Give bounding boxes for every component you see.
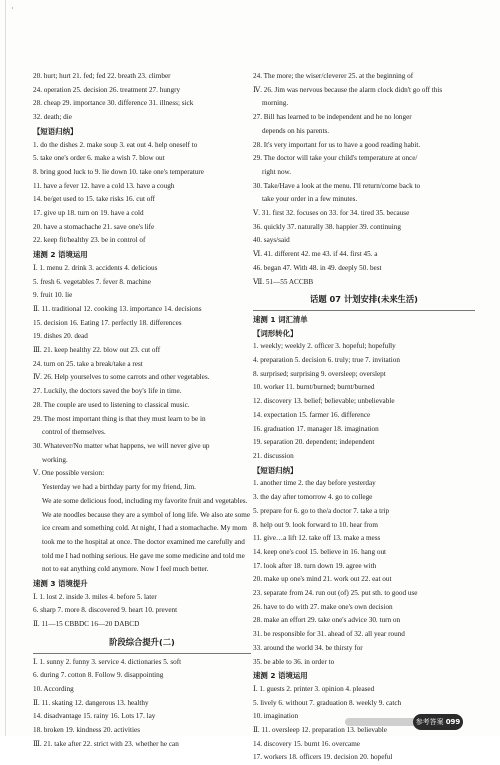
answer-line: 11. have a fever 12. have a cold 13. have a cough xyxy=(33,181,175,190)
answer-line: 36. quickly 37. naturally 38. happier 39. continuing xyxy=(253,222,401,231)
section-heading: 【短语归纳】 xyxy=(253,465,298,475)
answer-line: 20. make up one's mind 21. work out 22. eat out xyxy=(253,575,392,584)
answer-line: 28. make an effort 29. take one's advice 30. turn on xyxy=(253,616,401,625)
answer-line: Ⅰ. 1. lost 2. inside 3. miles 4. before 5. later xyxy=(33,592,157,601)
answer-line: Ⅱ. 11—15 CBBDC 16—20 DABCD xyxy=(33,620,140,629)
answer-line: 1. do the dishes 2. make soup 3. eat out 4. help oneself to xyxy=(33,140,198,149)
answer-line: 29. The most important thing is that they must learn to be in xyxy=(33,414,206,423)
answer-line: 19. separation 20. dependent; independent xyxy=(253,438,375,447)
answer-line: 30. Whatever/No matter what happens, we will never give up xyxy=(33,441,210,450)
answer-line: depends on his parents. xyxy=(262,126,330,135)
answer-line: 10. worker 11. burnt/burned; burnt/burned xyxy=(253,383,375,392)
answer-line: 17. look after 18. turn down 19. agree with xyxy=(253,561,377,570)
page-number: 099 xyxy=(445,718,461,726)
section-heading: 速测 2 语境运用 xyxy=(253,671,308,681)
answer-line: Ⅲ. 21. take after 22. strict with 23. whether he can xyxy=(33,739,179,748)
answer-line: 24. The more; the wiser/cleverer 25. at the beginning of xyxy=(253,72,414,80)
answer-line: 18. broken 19. kindness 20. activities xyxy=(33,726,140,735)
answer-line: 16. graduation 17. manager 18. imagination xyxy=(253,424,379,433)
answer-line: 10. imagination xyxy=(253,712,299,721)
answer-line: Ⅶ. 51—55 ACCBB xyxy=(253,277,314,286)
answer-line: Ⅴ. One possible version: xyxy=(33,469,105,478)
answer-line: right now. xyxy=(262,167,292,176)
answer-line: 26. have to do with 27. make one's own decision xyxy=(253,602,393,611)
answer-line: 28. cheap 29. importance 30. difference 31. illness; sick xyxy=(33,99,194,108)
answer-line: 3. the day after tomorrow 4. go to college xyxy=(253,493,373,502)
answer-line: 1. another time 2. the day before yesterday xyxy=(253,479,376,488)
answer-line: Ⅵ. 41. different 42. me 43. if 44. first 45. a xyxy=(253,250,378,259)
answer-line: 8. bring good luck to 9. lie down 10. take one's temperature xyxy=(33,167,204,176)
answer-line: 14. disadvantage 15. rainy 16. Lots 17. lay xyxy=(33,712,156,721)
answer-line: 20. have a stomachache 21. save one's life xyxy=(33,222,155,231)
answer-line: 5. take one's order 6. make a wish 7. blow out xyxy=(33,154,165,163)
chapter-rule xyxy=(33,653,251,654)
answer-line: 9. fruit 10. lie xyxy=(33,291,73,300)
answer-line: 27. Bill has learned to be independent and he no longer xyxy=(253,113,412,122)
answer-line: 28. The couple are used to listening to classical music. xyxy=(33,400,190,409)
answer-line: working. xyxy=(42,455,68,464)
answer-line: 6. sharp 7. more 8. discovered 9. heart 10. prevent xyxy=(33,606,178,615)
answer-line: 31. be responsible for 31. ahead of 32. all year round xyxy=(253,630,405,639)
footer-label: 参考答案 xyxy=(415,718,444,726)
answer-line: 5. prepare for 6. go to the/a doctor 7. take a trip xyxy=(253,506,390,515)
answer-line: Yesterday we had a birthday party for my friend, Jim. xyxy=(42,483,196,492)
answer-line: 14. keep one's cool 15. believe in 16. hang out xyxy=(253,547,387,556)
essay-paragraph: We ate some delicious food, including my favorite fruit and vegetables. We ate noodles because they are a symbol of long life. We also ate some ice cream and something cold. At night, I had a stomachache. My mom took me to the hospital at once. The doctor examined me carefully and told me I had nothing serious. He gave me some medicine and told me not to eat anything cold anymore. Now I feel much better. xyxy=(42,496,251,574)
corner-mark: · xyxy=(11,4,14,13)
answer-line: 8. surprised; surprising 9. oversleep; overslept xyxy=(253,369,386,378)
answer-line: 29. The doctor will take your child's temperature at once/ xyxy=(253,154,418,163)
page-footer xyxy=(345,714,465,730)
answer-line: 30. Take/Have a look at the menu. I'll return/come back to xyxy=(253,181,421,190)
answer-line: Ⅳ. 26. Jim was nervous because the alarm clock didn't go off this xyxy=(253,85,443,94)
answer-line: 35. be able to 36. in order to xyxy=(253,657,335,666)
answer-line: Ⅰ. 1. menu 2. drink 3. accidents 4. delicious xyxy=(33,263,158,272)
section-heading: 速测 2 语境运用 xyxy=(33,250,88,260)
answer-line: 32. death; die xyxy=(33,113,72,122)
answer-line: Ⅴ. 31. first 32. focuses on 33. for 34. tired 35. because xyxy=(253,209,410,218)
section-heading: 速测 3 语境提升 xyxy=(33,579,88,589)
answer-line: Ⅳ. 26. Help yourselves to some carrots and other vegetables. xyxy=(33,373,210,382)
answer-line: 19. dishes 20. dead xyxy=(33,332,88,341)
answer-line: 15. decision 16. Eating 17. perfectly 18. differences xyxy=(33,318,182,327)
answer-line: 23. separate from 24. run out (of) 25. put sth. to good use xyxy=(253,589,418,598)
chapter-heading: 话题 07 计划安排(未来生活) xyxy=(310,294,418,305)
answer-line: 8. help out 9. look forward to 10. hear from xyxy=(253,520,378,529)
right-column xyxy=(253,70,475,765)
answer-line: 24. operation 25. decision 26. treatment 27. hungry xyxy=(33,85,181,94)
chapter-heading: 阶段综合提升(二) xyxy=(109,636,175,647)
answer-line: 6. during 7. cotton 8. Follow 9. disappointing xyxy=(33,671,164,680)
answer-line: 20. hurt; hurt 21. fed; fed 22. breath 23. climber xyxy=(33,72,171,80)
answer-line: 11. give…a lift 12. take off 13. make a mess xyxy=(253,534,381,543)
answer-line: 12. discovery 13. belief; believable; unbelievable xyxy=(253,397,395,406)
answer-line: control of themselves. xyxy=(42,428,106,437)
answer-line: 27. Luckily, the doctors saved the boy's life in time. xyxy=(33,387,182,396)
answer-line: Ⅱ. 11. oversleep 12. preparation 13. believable xyxy=(253,726,387,735)
answer-line: 33. around the world 34. be thirsty for xyxy=(253,643,363,652)
answer-line: 17. workers 18. officers 19. decision 20. hopeful xyxy=(253,753,393,762)
answer-line: 24. turn on 25. take a break/take a rest xyxy=(33,359,143,368)
answer-line: 10. According xyxy=(33,684,74,693)
answer-line: 46. began 47. With 48. in 49. deeply 50. best xyxy=(253,263,382,272)
answer-line: 14. discovery 15. burnt 16. overcame xyxy=(253,739,360,748)
answer-line: Ⅰ. 1. guests 2. printer 3. opinion 4. pleased xyxy=(253,684,375,693)
section-heading: 【短语归纳】 xyxy=(33,126,78,136)
answer-line: 22. keep fit/healthy 23. be in control of xyxy=(33,236,146,245)
answer-line: 14. expectation 15. farmer 16. difference xyxy=(253,410,371,419)
answer-line: 5. fresh 6. vegetables 7. fever 8. machine xyxy=(33,277,151,286)
section-heading: 速测 1 词汇清单 xyxy=(253,314,308,324)
footer-badge xyxy=(413,714,463,730)
answer-line: Ⅱ. 11. skating 12. dangerous 13. healthy xyxy=(33,698,149,707)
answer-line: morning. xyxy=(262,99,289,108)
answer-line: Ⅰ. 1. sunny 2. funny 3. service 4. dictionaries 5. soft xyxy=(33,657,182,666)
answer-line: 4. preparation 5. decision 6. truly; true 7. invitation xyxy=(253,356,400,365)
answer-line: Ⅲ. 21. keep healthy 22. blow out 23. cut off xyxy=(33,346,161,355)
section-heading: 【词形转化】 xyxy=(253,328,298,338)
binding-edge xyxy=(5,0,6,736)
answer-line: 1. weekly; weekly 2. officer 3. hopeful; hopefully xyxy=(253,342,396,351)
answer-line: 17. give up 18. turn on 19. have a cold xyxy=(33,209,144,218)
chapter-rule xyxy=(253,310,475,311)
left-column xyxy=(33,70,251,751)
answer-line: 14. be/get used to 15. take risks 16. cut off xyxy=(33,195,156,204)
answer-line: 40. says/said xyxy=(253,236,290,245)
answer-line: 21. discussion xyxy=(253,451,294,460)
answer-line: 5. lively 6. without 7. graduation 8. weekly 9. catch xyxy=(253,698,402,707)
answer-line: take your order in a few minutes. xyxy=(262,195,358,204)
answer-line: Ⅱ. 11. traditional 12. cooking 13. importance 14. decisions xyxy=(33,304,202,313)
answer-line: 28. It's very important for us to have a good reading habit. xyxy=(253,140,421,149)
